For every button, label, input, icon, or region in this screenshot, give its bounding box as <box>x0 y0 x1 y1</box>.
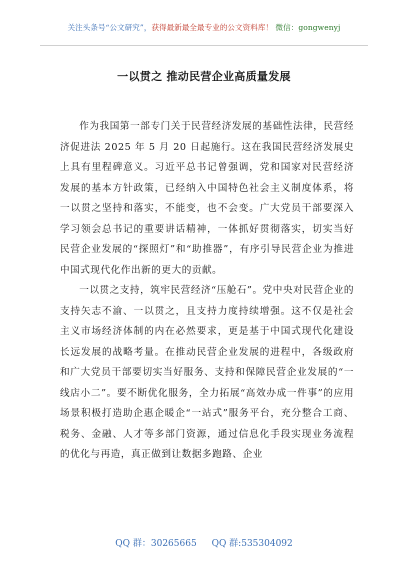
paragraph: 作为我国第一部专门关于民营经济发展的基础性法律，民营经济促进法 2025 年 5 月 20 日起施行。这在我国民营经济发展史上具有里程碑意义。习近平总书记曾强调，党和国家对民营经济发展的基本方针政策，已经纳入中国特色社会主义制度体系，将一以贯之坚持和落实，不能变，也不会变。广大党员干部要深入学习领会总书记的重要讲话精神，一体抓好贯彻落实，切实当好民营企业发展的“探照灯”和“助推器”，有序引导民营企业为推进中国式现代化作出新的更大的贡献。 <box>60 121 354 276</box>
promo-wechat: 微信：gongwenyj <box>275 23 341 32</box>
promo-middle: 获得最新最全最专业的公文资料库！ <box>151 23 274 32</box>
promo-lead: 关注头条号“公文研究”， <box>67 23 152 32</box>
qq-group-1: QQ 群：30265665 <box>115 539 197 549</box>
paragraph: 一以贯之支持，筑牢民营经济“压舱石”。党中央对民营企业的支持矢志不渝、一以贯之，且支持力度持续增强。这不仅是社会主义市场经济体制的内在必然要求，更是基于中国式现代化建设长远发展的战略考量。在推动民营企业发展的进程中，各级政府和广大党员干部要切实当好服务、支持和保障民营企业发展的“一线店小二”。要不断优化服务，全力拓展“高效办成一件事”的应用场景积极打造助企惠企暖企“一站式”服务平台，充分整合工商、税务、金融、人才等多部门资源，通过信息化手段实现业务流程的优化与再造，真正做到让数据多跑路、企业 <box>60 285 354 460</box>
qq-footer <box>0 536 408 549</box>
header-divider <box>40 45 368 46</box>
document-body <box>60 117 354 466</box>
promo-header <box>0 22 408 33</box>
qq-group-2: QQ 群:535304092 <box>211 539 293 549</box>
document-title: 一以贯之 推动民营企业高质量发展 <box>117 70 291 83</box>
